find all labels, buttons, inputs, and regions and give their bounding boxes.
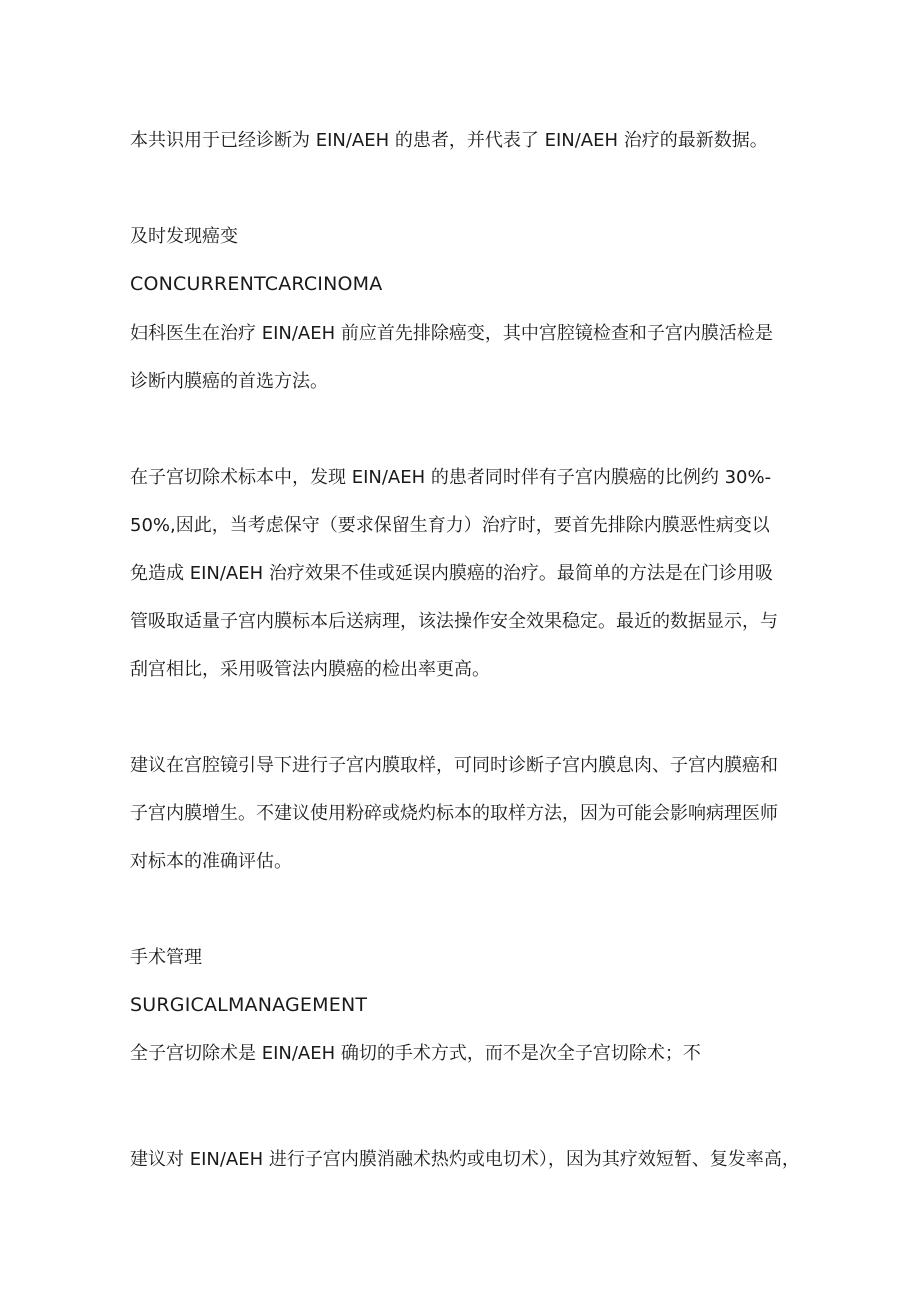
section-heading-en: SURGICALMANAGEMENT bbox=[130, 994, 368, 1016]
paragraph-line: 建议在宫腔镜引导下进行子宫内膜取样，可同时诊断子宫内膜息肉、子宫内膜癌和 bbox=[130, 755, 778, 776]
section-heading-cn: 及时发现癌变 bbox=[130, 226, 238, 247]
paragraph-line: 子宫内膜增生。不建议使用粉碎或烧灼标本的取样方法，因为可能会影响病理医师 bbox=[130, 803, 778, 824]
intro-line: 本共识用于已经诊断为 EIN/AEH 的患者，并代表了 EIN/AEH 治疗的最新数据。 bbox=[130, 130, 768, 151]
paragraph-line: 诊断内膜癌的首选方法。 bbox=[130, 371, 328, 392]
paragraph-line: 管吸取适量子宫内膜标本后送病理，该法操作安全效果稳定。最近的数据显示，与 bbox=[130, 611, 778, 632]
paragraph-line: 免造成 EIN/AEH 治疗效果不佳或延误内膜癌的治疗。最简单的方法是在门诊用吸 bbox=[130, 563, 773, 584]
paragraph-line: 50%,因此，当考虑保守（要求保留生育力）治疗时，要首先排除内膜恶性病变以 bbox=[130, 515, 770, 536]
section-heading-en: CONCURRENTCARCINOMA bbox=[130, 273, 383, 295]
paragraph-line: 刮宫相比，采用吸管法内膜癌的检出率更高。 bbox=[130, 659, 490, 680]
section-heading-cn: 手术管理 bbox=[130, 947, 202, 968]
paragraph-line: 建议对 EIN/AEH 进行子宫内膜消融术热灼或电切术），因为其疗效短暂、复发率高， bbox=[130, 1149, 800, 1170]
paragraph-line: 全子宫切除术是 EIN/AEH 确切的手术方式，而不是次全子宫切除术；不 bbox=[130, 1043, 701, 1064]
paragraph-line: 对标本的准确评估。 bbox=[130, 851, 292, 872]
paragraph-line: 在子宫切除术标本中，发现 EIN/AEH 的患者同时伴有子宫内膜癌的比例约 30%- bbox=[130, 467, 772, 488]
paragraph-line: 妇科医生在治疗 EIN/AEH 前应首先排除癌变，其中宫腔镜检查和子宫内膜活检是 bbox=[130, 323, 773, 344]
